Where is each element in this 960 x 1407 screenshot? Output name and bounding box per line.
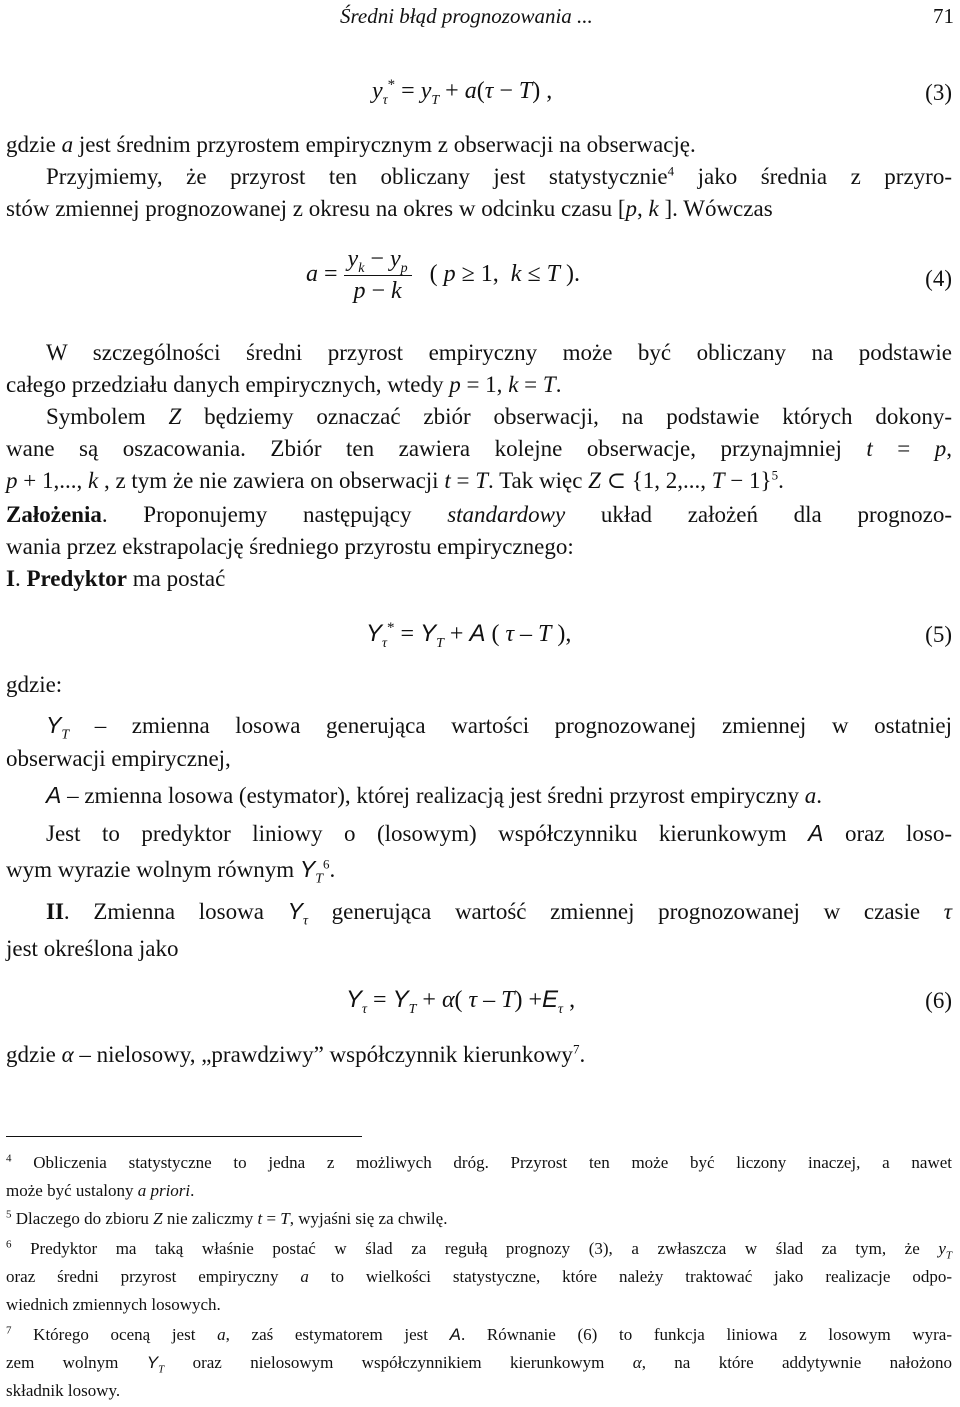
paragraph-line: II. Zmienna losowa $Y_\tau$ generująca wartość zmiennej prognozowanej w czasie τ (46, 898, 953, 929)
paragraph-line: Jest to predyktor liniowy o (losowym) współczynniku kierunkowym A oraz loso- (46, 820, 953, 846)
footnote-5: $^5$ Dlaczego do zbioru Z nie zaliczmy t = T, wyjaśni się za chwilę. (6, 1208, 448, 1228)
paragraph-line: wym wyrazie wolnym równym $Y_T^6$. (6, 856, 336, 887)
equation-4-number: (4) (925, 266, 952, 291)
paragraph-line: gdzie α – nielosowy, „prawdziwy” współczynnik kierunkowy$^7$. (6, 1041, 586, 1067)
paragraph-line: Symbolem Z będziemy oznaczać zbiór obserwacji, na podstawie których dokony- (46, 404, 952, 429)
page-header (0, 4, 960, 32)
paragraph-line: obserwacji empirycznej, (6, 746, 231, 771)
paragraph-line: gdzie: (6, 672, 63, 697)
footnote-4: $^4$ Obliczenia statystyczne to jedna z możliwych dróg. Przyrost ten może być liczony inaczej, a nawet (6, 1152, 952, 1172)
paragraph-line: Założenia. Proponujemy następujący standardowy układ założeń dla prognozo- (6, 502, 952, 527)
paragraph-line: I. Predyktor ma postać (6, 566, 226, 591)
equation-4: a = $\frac{y_k - y_p}{p - k}$ ( p ≥ 1, k ≤ T ). (306, 246, 580, 304)
footnote-7: $^7$ Którego oceną jest a, zaś estymatorem jest A. Równanie (6) to funkcja liniowa z losowym wyra- (6, 1324, 953, 1344)
equation-6-number: (6) (925, 988, 952, 1013)
paragraph-line: wania przez ekstrapolację średniego przyrostu empirycznego: (6, 534, 574, 559)
running-title: Średni błąd prognozowania ... (340, 4, 593, 28)
footnote-4-cont: może być ustalony a priori. (6, 1181, 195, 1200)
equation-3: $y_\tau^* = y_T + a(\tau - T)$ , (372, 77, 553, 108)
paragraph-line: jest określona jako (6, 936, 179, 961)
equation-5: $Y_\tau^* = Y_T + A$ ( τ – T ), (366, 620, 572, 651)
equation-3-number: (3) (925, 80, 952, 105)
paragraph-line: stów zmiennej prognozowanej z okresu na okres w odcinku czasu [p, k ]. Wówczas (6, 196, 773, 221)
footnote-7-cont: zem wolnym $Y_T$ oraz nielosowym współczynnikiem kierunkowym α, na które addytywnie nałożono (6, 1353, 952, 1376)
paragraph-line: Przyjmiemy, że przyrost ten obliczany jest statystycznie$^4$ jako średnia z przyro- (46, 163, 952, 189)
paragraph-line: W szczególności średni przyrost empiryczny może być obliczany na podstawie (46, 340, 952, 365)
paragraph-line: wane są oszacowania. Zbiór ten zawiera kolejne obserwacje, przynajmniej t = p, (6, 436, 952, 461)
page-number: 71 (933, 4, 954, 28)
footnote-6: $^6$ Predyktor ma taką właśnie postać w ślad za regułą prognozy (3), a zwłaszcza w ślad za tym, że $y_T$ (6, 1238, 952, 1262)
paragraph-line: p + 1,..., k , z tym że nie zawiera on obserwacji t = T. Tak więc Z ⊂ {1, 2,..., T − 1}$^5$. (6, 467, 784, 493)
paragraph-line: gdzie a jest średnim przyrostem empirycznym z obserwacji na obserwację. (6, 132, 696, 157)
paragraph-line: A – zmienna losowa (estymator), której realizacją jest średni przyrost empiryczny a. (46, 782, 822, 808)
paragraph-line: całego przedziału danych empirycznych, wtedy p = 1, k = T. (6, 372, 562, 397)
footnote-6-cont: oraz średni przyrost empiryczny a to wielkości statystyczne, które należy traktować jako realizacje odpo- (6, 1267, 952, 1286)
footnote-7-cont: składnik losowy. (6, 1381, 121, 1400)
equation-5-number: (5) (925, 622, 952, 647)
equation-6: $Y_\tau = Y_T + \alpha$( $\tau - T) +E_\tau$ , (346, 986, 576, 1017)
footnote-6-cont: wiednich zmiennych losowych. (6, 1295, 221, 1314)
footnote-rule (6, 1136, 362, 1137)
paragraph-line: $Y_T$ – zmienna losowa generująca wartości prognozowanej zmiennej w ostatniej (46, 712, 952, 743)
